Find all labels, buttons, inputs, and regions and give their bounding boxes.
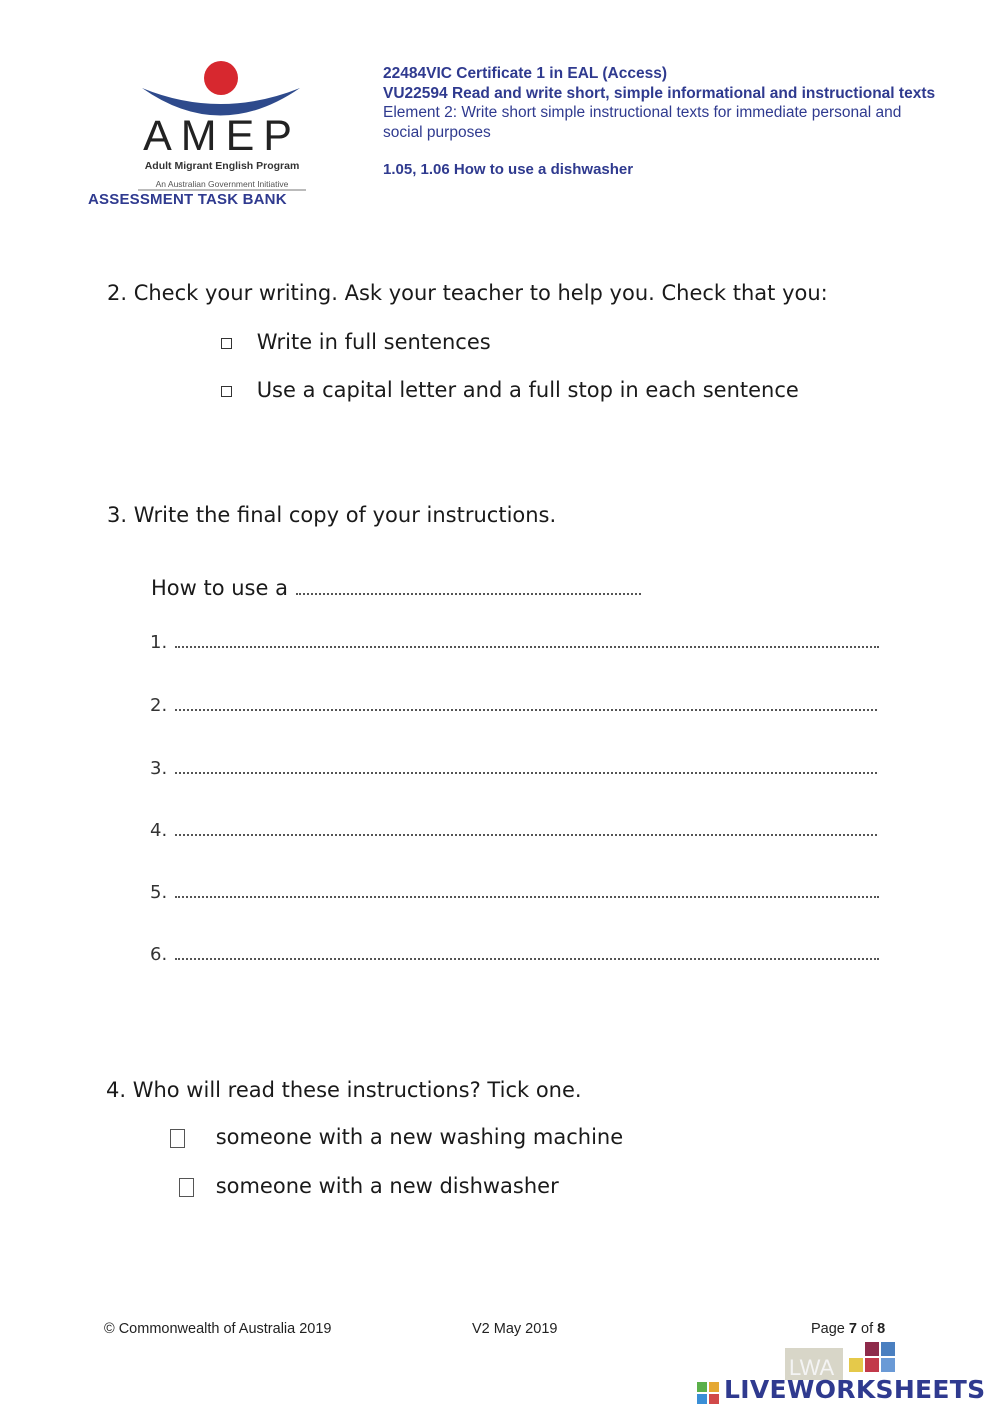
logo-text: AMEP bbox=[143, 112, 301, 160]
task-title: 1.05, 1.06 How to use a dishwasher bbox=[383, 161, 634, 178]
checkbox-icon[interactable] bbox=[221, 386, 232, 397]
element-title: Element 2: Write short simple instructional texts for immediate personal and social purposes bbox=[383, 104, 902, 141]
title-blank[interactable] bbox=[296, 593, 641, 595]
footer-copyright: © Commonwealth of Australia 2019 bbox=[104, 1321, 332, 1337]
tick-option-label: someone with a new dishwasher bbox=[215, 1174, 559, 1198]
answer-blank[interactable] bbox=[175, 958, 879, 960]
page-of: of bbox=[861, 1321, 874, 1337]
answer-line-number: 2. bbox=[150, 695, 168, 716]
liveworksheets-text: LIVEWORKSHEETS bbox=[724, 1375, 986, 1404]
page-total: 8 bbox=[877, 1321, 886, 1337]
logo-tagline: An Australian Government Initiative bbox=[155, 179, 289, 189]
answer-line bbox=[150, 695, 877, 716]
footer-page-number bbox=[811, 1321, 885, 1337]
svg-text:LWA: LWA bbox=[789, 1355, 835, 1380]
answer-blank[interactable] bbox=[175, 834, 877, 836]
footer-version: V2 May 2019 bbox=[472, 1321, 558, 1337]
checklist-item-label: Use a capital letter and a full stop in each sentence bbox=[256, 378, 799, 402]
answer-blank[interactable] bbox=[175, 709, 877, 711]
checkbox-icon[interactable] bbox=[221, 338, 232, 349]
answer-line bbox=[150, 820, 877, 841]
page-current: 7 bbox=[848, 1321, 857, 1337]
title-prefix: How to use a bbox=[151, 576, 288, 600]
tick-option bbox=[179, 1174, 559, 1198]
question-3: 3. Write the final copy of your instructions. bbox=[107, 503, 557, 527]
checklist-item-label: Write in full sentences bbox=[256, 330, 491, 354]
answer-line-number: 4. bbox=[150, 820, 168, 841]
tick-box[interactable] bbox=[179, 1178, 194, 1197]
question-4: 4. Who will read these instructions? Tick one. bbox=[106, 1078, 582, 1102]
checklist-item bbox=[221, 378, 799, 402]
answer-line-number: 1. bbox=[150, 632, 168, 653]
tick-option bbox=[170, 1125, 623, 1149]
assessment-task-bank-label: ASSESSMENT TASK BANK bbox=[88, 191, 287, 208]
answer-line bbox=[150, 758, 877, 779]
tick-option-label: someone with a new washing machine bbox=[215, 1125, 624, 1149]
answer-line bbox=[150, 944, 879, 965]
unit-title: VU22594 Read and write short, simple informational and instructional texts bbox=[383, 84, 936, 102]
answer-blank[interactable] bbox=[175, 772, 877, 774]
checklist-item bbox=[221, 330, 491, 354]
liveworksheets-icon bbox=[697, 1382, 719, 1404]
logo-subtitle: Adult Migrant English Program bbox=[144, 160, 300, 172]
tick-box[interactable] bbox=[170, 1129, 185, 1148]
page-label: Page bbox=[811, 1321, 845, 1337]
liveworksheets-watermark[interactable] bbox=[697, 1372, 997, 1412]
answer-blank[interactable] bbox=[175, 646, 879, 648]
header-info bbox=[383, 64, 943, 180]
answer-line bbox=[150, 882, 879, 903]
amep-logo bbox=[130, 58, 315, 198]
answer-blank[interactable] bbox=[175, 896, 879, 898]
course-title: 22484VIC Certificate 1 in EAL (Access) bbox=[383, 65, 668, 82]
instruction-title-line bbox=[151, 576, 641, 600]
answer-line-number: 3. bbox=[150, 758, 168, 779]
answer-line-number: 6. bbox=[150, 944, 168, 965]
answer-line-number: 5. bbox=[150, 882, 168, 903]
answer-line bbox=[150, 632, 879, 653]
question-2: 2. Check your writing. Ask your teacher to help you. Check that you: bbox=[107, 281, 828, 305]
